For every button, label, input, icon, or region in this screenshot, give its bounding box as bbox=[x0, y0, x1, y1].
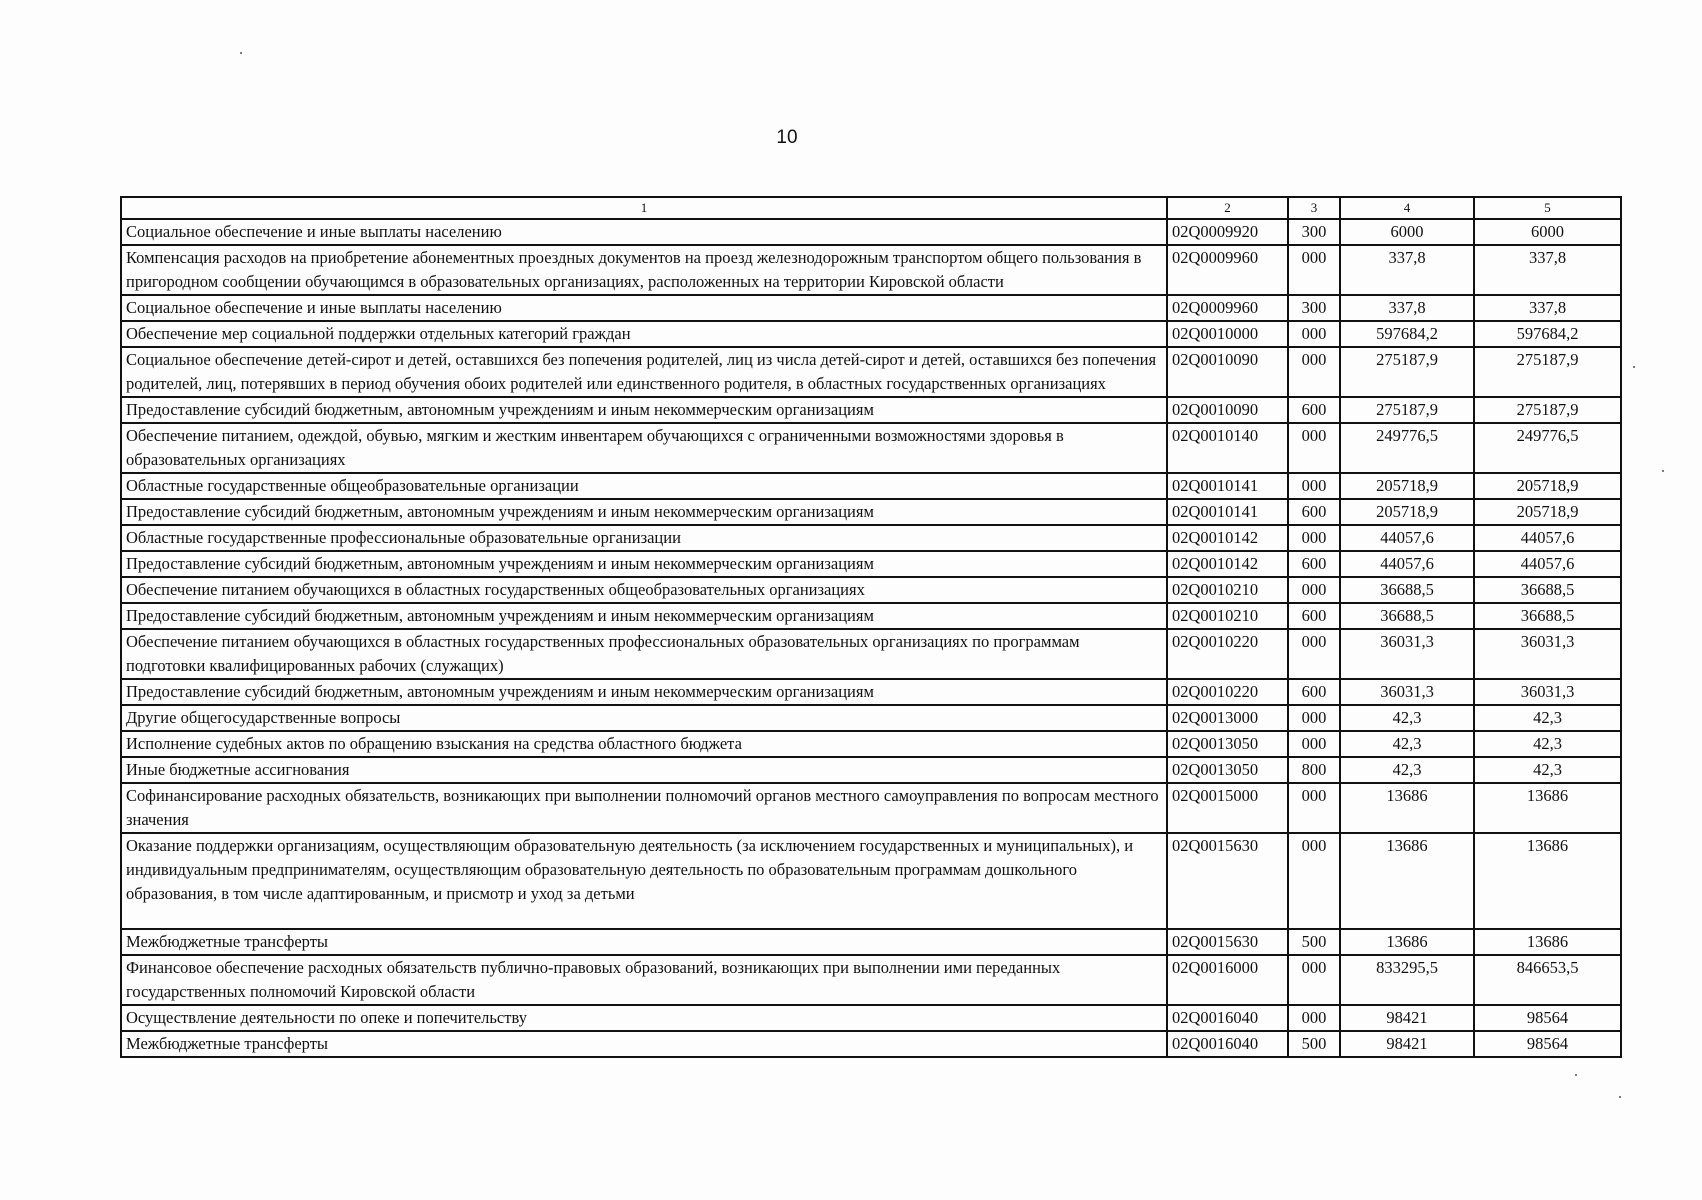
row-name-cell: Осуществление деятельности по опеке и попечительству bbox=[121, 1005, 1167, 1031]
row-code-cell: 02Q0010142 bbox=[1167, 525, 1288, 551]
row-code-cell: 02Q0015000 bbox=[1167, 783, 1288, 833]
row-value-col4-cell: 36688,5 bbox=[1340, 603, 1474, 629]
row-value-col4-cell: 275187,9 bbox=[1340, 347, 1474, 397]
row-code-cell: 02Q0010000 bbox=[1167, 321, 1288, 347]
row-type-cell: 000 bbox=[1288, 525, 1340, 551]
row-value-col5-cell: 6000 bbox=[1474, 219, 1621, 245]
table-row bbox=[121, 245, 1621, 295]
row-code-cell: 02Q0013050 bbox=[1167, 731, 1288, 757]
row-type-cell: 300 bbox=[1288, 219, 1340, 245]
row-value-col4-cell: 337,8 bbox=[1340, 245, 1474, 295]
row-type-cell: 300 bbox=[1288, 295, 1340, 321]
table-row bbox=[121, 603, 1621, 629]
row-value-col5-cell: 249776,5 bbox=[1474, 423, 1621, 473]
table-row bbox=[121, 1031, 1621, 1057]
row-type-cell: 000 bbox=[1288, 731, 1340, 757]
row-value-col5-cell: 36688,5 bbox=[1474, 603, 1621, 629]
row-code-cell: 02Q0009920 bbox=[1167, 219, 1288, 245]
row-name-cell: Оказание поддержки организациям, осуществляющим образовательную деятельность (за исключением государственных и муниципальных), и индивидуальным предпринимателям, осуществляющим образовательную деятельность по образовательным программам дошкольного образования, в том числе адаптированным, и присмотр и уход за детьми bbox=[121, 833, 1167, 929]
row-value-col4-cell: 6000 bbox=[1340, 219, 1474, 245]
row-name-cell: Областные государственные профессиональные образовательные организации bbox=[121, 525, 1167, 551]
row-code-cell: 02Q0010210 bbox=[1167, 577, 1288, 603]
row-name-cell: Межбюджетные трансферты bbox=[121, 1031, 1167, 1057]
row-name-cell: Социальное обеспечение и иные выплаты населению bbox=[121, 295, 1167, 321]
row-code-cell: 02Q0015630 bbox=[1167, 833, 1288, 929]
row-code-cell: 02Q0010141 bbox=[1167, 473, 1288, 499]
row-code-cell: 02Q0009960 bbox=[1167, 295, 1288, 321]
row-type-cell: 000 bbox=[1288, 473, 1340, 499]
row-type-cell: 000 bbox=[1288, 833, 1340, 929]
page-number: 10 bbox=[776, 127, 798, 148]
row-code-cell: 02Q0010142 bbox=[1167, 551, 1288, 577]
row-value-col5-cell: 13686 bbox=[1474, 929, 1621, 955]
row-value-col5-cell: 275187,9 bbox=[1474, 347, 1621, 397]
row-type-cell: 600 bbox=[1288, 551, 1340, 577]
row-code-cell: 02Q0010090 bbox=[1167, 347, 1288, 397]
header-col-1: 1 bbox=[121, 197, 1167, 219]
row-value-col5-cell: 36031,3 bbox=[1474, 629, 1621, 679]
row-code-cell: 02Q0010210 bbox=[1167, 603, 1288, 629]
row-value-col5-cell: 13686 bbox=[1474, 783, 1621, 833]
row-value-col5-cell: 205718,9 bbox=[1474, 499, 1621, 525]
table-row bbox=[121, 219, 1621, 245]
row-name-cell: Предоставление субсидий бюджетным, автономным учреждениям и иным некоммерческим организациям bbox=[121, 679, 1167, 705]
row-type-cell: 600 bbox=[1288, 679, 1340, 705]
row-value-col5-cell: 337,8 bbox=[1474, 245, 1621, 295]
scan-speck bbox=[1662, 470, 1664, 472]
row-code-cell: 02Q0013050 bbox=[1167, 757, 1288, 783]
table-row bbox=[121, 833, 1621, 929]
row-value-col5-cell: 36031,3 bbox=[1474, 679, 1621, 705]
row-name-cell: Исполнение судебных актов по обращению взыскания на средства областного бюджета bbox=[121, 731, 1167, 757]
row-type-cell: 000 bbox=[1288, 1005, 1340, 1031]
row-name-cell: Финансовое обеспечение расходных обязательств публично-правовых образований, возникающих при выполнении ими переданных государственных полномочий Кировской области bbox=[121, 955, 1167, 1005]
row-value-col4-cell: 36031,3 bbox=[1340, 679, 1474, 705]
row-code-cell: 02Q0010220 bbox=[1167, 629, 1288, 679]
row-type-cell: 600 bbox=[1288, 499, 1340, 525]
table-row bbox=[121, 295, 1621, 321]
row-value-col4-cell: 205718,9 bbox=[1340, 473, 1474, 499]
row-value-col4-cell: 42,3 bbox=[1340, 757, 1474, 783]
row-type-cell: 500 bbox=[1288, 1031, 1340, 1057]
row-code-cell: 02Q0009960 bbox=[1167, 245, 1288, 295]
row-value-col4-cell: 13686 bbox=[1340, 929, 1474, 955]
row-value-col5-cell: 337,8 bbox=[1474, 295, 1621, 321]
row-value-col4-cell: 44057,6 bbox=[1340, 551, 1474, 577]
table-row bbox=[121, 783, 1621, 833]
row-value-col4-cell: 833295,5 bbox=[1340, 955, 1474, 1005]
row-code-cell: 02Q0010090 bbox=[1167, 397, 1288, 423]
row-value-col5-cell: 13686 bbox=[1474, 833, 1621, 929]
row-code-cell: 02Q0015630 bbox=[1167, 929, 1288, 955]
row-type-cell: 000 bbox=[1288, 783, 1340, 833]
table-row bbox=[121, 929, 1621, 955]
table-row bbox=[121, 679, 1621, 705]
row-value-col4-cell: 13686 bbox=[1340, 833, 1474, 929]
row-code-cell: 02Q0010141 bbox=[1167, 499, 1288, 525]
row-name-cell: Другие общегосударственные вопросы bbox=[121, 705, 1167, 731]
row-name-cell: Обеспечение мер социальной поддержки отдельных категорий граждан bbox=[121, 321, 1167, 347]
row-value-col5-cell: 42,3 bbox=[1474, 757, 1621, 783]
row-value-col5-cell: 44057,6 bbox=[1474, 525, 1621, 551]
row-value-col5-cell: 36688,5 bbox=[1474, 577, 1621, 603]
row-value-col4-cell: 337,8 bbox=[1340, 295, 1474, 321]
table-row bbox=[121, 473, 1621, 499]
row-type-cell: 800 bbox=[1288, 757, 1340, 783]
row-value-col5-cell: 205718,9 bbox=[1474, 473, 1621, 499]
row-name-cell: Социальное обеспечение и иные выплаты населению bbox=[121, 219, 1167, 245]
row-value-col4-cell: 275187,9 bbox=[1340, 397, 1474, 423]
table-body bbox=[121, 219, 1621, 1057]
row-value-col4-cell: 205718,9 bbox=[1340, 499, 1474, 525]
row-value-col5-cell: 42,3 bbox=[1474, 731, 1621, 757]
header-col-3: 3 bbox=[1288, 197, 1340, 219]
row-type-cell: 000 bbox=[1288, 705, 1340, 731]
row-value-col5-cell: 846653,5 bbox=[1474, 955, 1621, 1005]
row-value-col5-cell: 44057,6 bbox=[1474, 551, 1621, 577]
table-row bbox=[121, 347, 1621, 397]
row-value-col4-cell: 597684,2 bbox=[1340, 321, 1474, 347]
row-name-cell: Областные государственные общеобразовательные организации bbox=[121, 473, 1167, 499]
row-value-col4-cell: 13686 bbox=[1340, 783, 1474, 833]
row-name-cell: Обеспечение питанием обучающихся в областных государственных общеобразовательных организациях bbox=[121, 577, 1167, 603]
row-name-cell: Предоставление субсидий бюджетным, автономным учреждениям и иным некоммерческим организациям bbox=[121, 397, 1167, 423]
row-value-col5-cell: 42,3 bbox=[1474, 705, 1621, 731]
row-name-cell: Софинансирование расходных обязательств, возникающих при выполнении полномочий органов местного самоуправления по вопросам местного значения bbox=[121, 783, 1167, 833]
row-name-cell: Предоставление субсидий бюджетным, автономным учреждениям и иным некоммерческим организациям bbox=[121, 551, 1167, 577]
row-value-col4-cell: 36688,5 bbox=[1340, 577, 1474, 603]
table-row bbox=[121, 397, 1621, 423]
row-name-cell: Обеспечение питанием обучающихся в областных государственных профессиональных образовательных организациях по программам подготовки квалифицированных рабочих (служащих) bbox=[121, 629, 1167, 679]
row-code-cell: 02Q0016040 bbox=[1167, 1031, 1288, 1057]
header-col-2: 2 bbox=[1167, 197, 1288, 219]
table-row bbox=[121, 423, 1621, 473]
row-type-cell: 000 bbox=[1288, 347, 1340, 397]
scan-speck bbox=[1619, 1096, 1621, 1098]
table-row bbox=[121, 321, 1621, 347]
row-type-cell: 000 bbox=[1288, 955, 1340, 1005]
row-value-col4-cell: 42,3 bbox=[1340, 705, 1474, 731]
row-value-col5-cell: 597684,2 bbox=[1474, 321, 1621, 347]
table-row bbox=[121, 757, 1621, 783]
row-value-col5-cell: 98564 bbox=[1474, 1005, 1621, 1031]
row-type-cell: 000 bbox=[1288, 423, 1340, 473]
row-code-cell: 02Q0013000 bbox=[1167, 705, 1288, 731]
table-row bbox=[121, 499, 1621, 525]
row-name-cell: Предоставление субсидий бюджетным, автономным учреждениям и иным некоммерческим организациям bbox=[121, 603, 1167, 629]
row-name-cell: Межбюджетные трансферты bbox=[121, 929, 1167, 955]
row-code-cell: 02Q0016000 bbox=[1167, 955, 1288, 1005]
row-name-cell: Обеспечение питанием, одеждой, обувью, мягким и жестким инвентарем обучающихся с ограниченными возможностями здоровья в образовательных организациях bbox=[121, 423, 1167, 473]
row-type-cell: 600 bbox=[1288, 397, 1340, 423]
row-code-cell: 02Q0010220 bbox=[1167, 679, 1288, 705]
header-col-4: 4 bbox=[1340, 197, 1474, 219]
row-name-cell: Иные бюджетные ассигнования bbox=[121, 757, 1167, 783]
table-row bbox=[121, 525, 1621, 551]
row-value-col4-cell: 44057,6 bbox=[1340, 525, 1474, 551]
scan-speck bbox=[240, 52, 242, 54]
row-code-cell: 02Q0010140 bbox=[1167, 423, 1288, 473]
row-value-col4-cell: 42,3 bbox=[1340, 731, 1474, 757]
row-type-cell: 000 bbox=[1288, 245, 1340, 295]
row-value-col4-cell: 249776,5 bbox=[1340, 423, 1474, 473]
row-value-col5-cell: 275187,9 bbox=[1474, 397, 1621, 423]
row-code-cell: 02Q0016040 bbox=[1167, 1005, 1288, 1031]
table-header-row bbox=[121, 197, 1621, 219]
header-col-5: 5 bbox=[1474, 197, 1621, 219]
budget-table bbox=[120, 196, 1622, 1058]
row-name-cell: Компенсация расходов на приобретение абонементных проездных документов на проезд железнодорожным транспортом общего пользования в пригородном сообщении обучающимся в образовательных организациях, расположенных на территории Кировской области bbox=[121, 245, 1167, 295]
row-type-cell: 000 bbox=[1288, 321, 1340, 347]
row-type-cell: 000 bbox=[1288, 629, 1340, 679]
table-row bbox=[121, 1005, 1621, 1031]
row-type-cell: 000 bbox=[1288, 577, 1340, 603]
table-row bbox=[121, 705, 1621, 731]
row-value-col4-cell: 98421 bbox=[1340, 1031, 1474, 1057]
table-row bbox=[121, 551, 1621, 577]
table-row bbox=[121, 577, 1621, 603]
scan-speck bbox=[1575, 1074, 1577, 1076]
table-row bbox=[121, 731, 1621, 757]
row-type-cell: 600 bbox=[1288, 603, 1340, 629]
row-name-cell: Предоставление субсидий бюджетным, автономным учреждениям и иным некоммерческим организациям bbox=[121, 499, 1167, 525]
row-value-col4-cell: 98421 bbox=[1340, 1005, 1474, 1031]
table-row bbox=[121, 629, 1621, 679]
table-row bbox=[121, 955, 1621, 1005]
row-type-cell: 500 bbox=[1288, 929, 1340, 955]
row-value-col4-cell: 36031,3 bbox=[1340, 629, 1474, 679]
scan-speck bbox=[1633, 366, 1635, 368]
row-name-cell: Социальное обеспечение детей-сирот и детей, оставшихся без попечения родителей, лиц из числа детей-сирот и детей, оставшихся без попечения родителей, лиц, потерявших в период обучения обоих родителей или единственного родителя, в областных государственных организациях bbox=[121, 347, 1167, 397]
row-value-col5-cell: 98564 bbox=[1474, 1031, 1621, 1057]
